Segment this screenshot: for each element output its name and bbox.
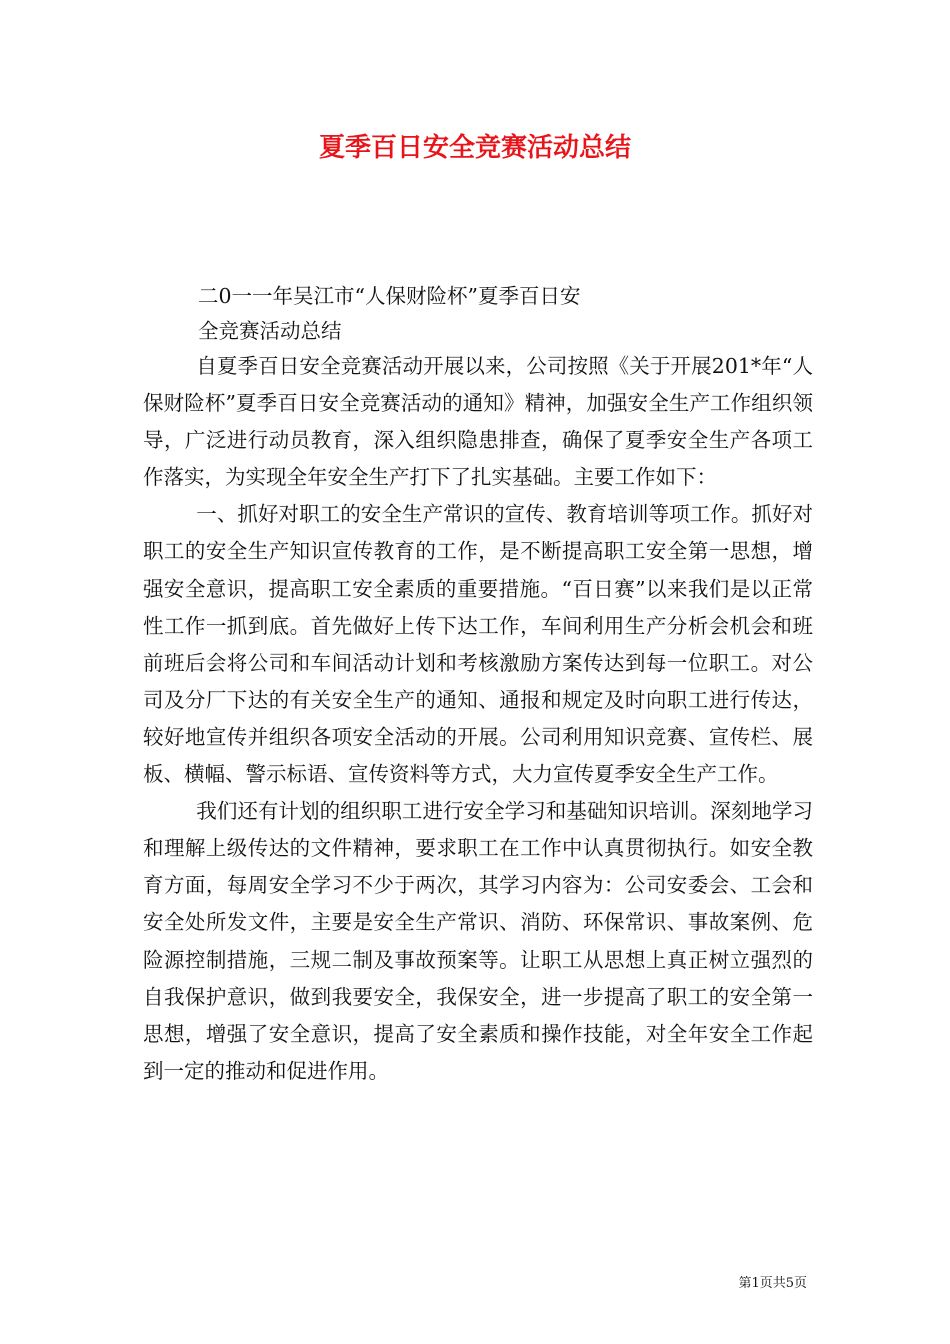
body-paragraph: 自夏季百日安全竞赛活动开展以来，公司按照《关于开展201*年“人保财险杯”夏季百日安全竞赛活动的通知》精神，加强安全生产工作组织领导，广泛进行动员教育，深入组织隐患排查，确保了夏季安全生产各项工作落实，为实现全年安全生产打下了扎实基础。主要工作如下： [143,354,813,490]
document-body [143,348,813,1090]
document-title: 夏季百日安全竞赛活动总结 [318,133,631,163]
subtitle-line-1: 二0一一年吴江市“人保财险杯”夏季百日安 [198,284,581,308]
body-paragraph: 一、抓好对职工的安全生产常识的宣传、教育培训等项工作。抓好对职工的安全生产知识宣传教育的工作，是不断提高职工安全第一思想，增强安全意识，提高职工安全素质的重要措施。“百日赛”以来我们是以正常性工作一抓到底。首先做好上传下达工作，车间利用生产分析会机会和班前班后会将公司和车间活动计划和考核激励方案传达到每一位职工。对公司及分厂下达的有关安全生产的通知、通报和规定及时向职工进行传达，较好地宣传并组织各项安全活动的开展。公司利用知识竞赛、宣传栏、展板、横幅、警示标语、宣传资料等方式，大力宣传夏季安全生产工作。 [143,502,813,787]
subtitle-line-2: 全竞赛活动总结 [198,319,342,343]
body-paragraph: 我们还有计划的组织职工进行安全学习和基础知识培训。深刻地学习和理解上级传达的文件精神，要求职工在工作中认真贯彻执行。如安全教育方面，每周安全学习不少于两次，其学习内容为：公司安委会、工会和安全处所发文件，主要是安全生产常识、消防、环保常识、事故案例、危险源控制措施，三规二制及事故预案等。让职工从思想上真正树立强烈的自我保护意识，做到我要安全，我保安全，进一步提高了职工的安全第一思想，增强了安全意识，提高了安全素质和操作技能，对全年安全工作起到一定的推动和促进作用。 [143,799,813,1083]
page-number: 第1页共5页 [738,1276,807,1291]
